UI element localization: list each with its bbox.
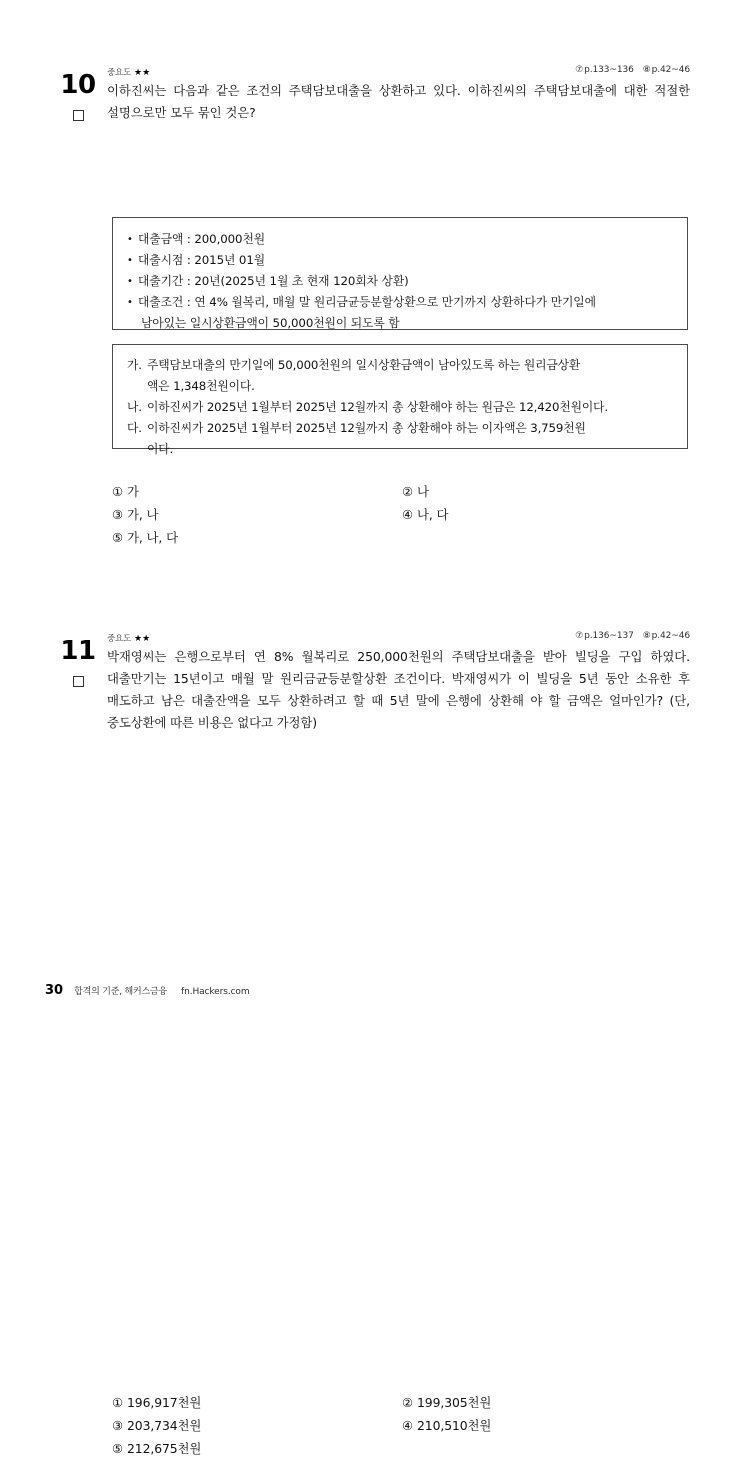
choice-number: ④	[402, 1418, 414, 1433]
loan-conditions-box	[112, 217, 688, 330]
reference-pages-2: p.42~46	[651, 631, 690, 641]
condition-item	[127, 292, 673, 334]
choice-text: 나, 다	[417, 507, 449, 522]
reference-pages-2: p.42~46	[651, 65, 690, 75]
statement-text-cont: 이다.	[147, 442, 174, 456]
page-number: 30	[45, 983, 64, 998]
stem-line-4: 야 할 금액은 얼마인가? (단, 중도상환에 따른 비용은 없다고 가정함)	[107, 693, 690, 730]
choice-number: ③	[112, 1418, 124, 1433]
reference-chip-1: ⑦	[575, 631, 584, 641]
question-checkbox[interactable]	[53, 676, 103, 687]
choice-option-2[interactable]	[402, 480, 692, 503]
choice-option-2[interactable]	[402, 1391, 692, 1414]
footer-url: fn.Hackers.com	[181, 987, 250, 997]
importance-label: 중요도	[107, 68, 132, 78]
stem-line-1: 박재영씨는 은행으로부터 연 8% 월복리로 250,000천원의 주택담보대출을 받아 빌딩을 구입	[107, 649, 643, 664]
stem-line-2: 하였다. 대출만기는 15년이고 매월 말 원리금균등분할상환 조건이다. 박재영씨가 이 빌딩을	[107, 649, 690, 686]
question-number: 10	[60, 70, 96, 100]
statement-marker: 나.	[127, 400, 142, 414]
stem-line-3: 5년 동안 소유한 후 매도하고 남은 대출잔액을 모두 상환하려고 할 때 5년 말에 은행에 상환해	[107, 671, 690, 708]
reference-chip-1: ⑦	[575, 65, 584, 75]
condition-item	[127, 250, 673, 271]
reference-pages-1: p.136~137	[584, 631, 634, 641]
choice-option-3[interactable]	[112, 503, 402, 526]
statement-marker: 가.	[127, 358, 142, 372]
condition-item	[127, 229, 673, 250]
choice-option-5[interactable]	[112, 1437, 402, 1460]
condition-text-cont: 남아있는 일시상환금액이 50,000천원이 되도록 함	[141, 316, 400, 330]
choice-text: 가, 나	[127, 507, 159, 522]
statement-text: 이하진씨가 2025년 1월부터 2025년 12월까지 총 상환해야 하는 이자액은 3,759천원	[147, 421, 586, 435]
reference-line	[575, 65, 690, 75]
choice-number: ②	[402, 484, 414, 499]
statement-text-cont: 액은 1,348천원이다.	[147, 379, 255, 393]
choice-number: ③	[112, 507, 124, 522]
question-number: 11	[60, 636, 96, 666]
question-checkbox[interactable]	[53, 110, 103, 121]
reference-chip-2: ⑧	[642, 631, 651, 641]
choice-text: 196,917천원	[127, 1395, 202, 1410]
footer-brand: 합격의 기준, 해커스금융	[74, 987, 168, 997]
statements-box	[112, 344, 688, 456]
condition-text: 대출조건 : 연 4% 월복리, 매월 말 원리금균등분할상환으로 만기까지 상환하다가 만기일에	[138, 295, 596, 309]
statement-item	[127, 355, 673, 397]
statement-item	[127, 397, 673, 418]
choice-text: 가	[127, 484, 139, 499]
choice-option-4[interactable]	[402, 503, 692, 526]
condition-text: 대출기간 : 20년(2025년 1월 초 현재 120회차 상환)	[138, 274, 409, 288]
importance-stars: ★★	[134, 634, 151, 644]
importance-meta	[107, 66, 150, 78]
choice-text: 199,305천원	[417, 1395, 492, 1410]
choice-option-1[interactable]	[112, 1391, 402, 1414]
choice-number: ②	[402, 1395, 414, 1410]
question-stem	[107, 80, 690, 124]
checkbox-square[interactable]	[73, 110, 84, 121]
condition-text: 대출시점 : 2015년 01월	[138, 253, 266, 267]
choice-option-3[interactable]	[112, 1414, 402, 1437]
condition-item	[127, 271, 673, 292]
stem-line-1: 이하진씨는 다음과 같은 조건의 주택담보대출을 상환하고 있다. 이하진씨의 주택담보대출에	[107, 83, 617, 98]
question-stem	[107, 646, 690, 734]
answer-choices	[112, 480, 692, 549]
choice-text: 212,675천원	[127, 1441, 202, 1456]
statement-text: 주택담보대출의 만기일에 50,000천원의 일시상환금액이 남아있도록 하는 원리금상환	[147, 358, 581, 372]
choice-number: ④	[402, 507, 414, 522]
stem-line-2: 대한 적절한 설명으로만 모두 묶인 것은?	[107, 83, 691, 120]
statement-marker: 다.	[127, 421, 142, 435]
reference-pages-1: p.133~136	[584, 65, 634, 75]
choice-number: ⑤	[112, 530, 124, 545]
choice-number: ⑤	[112, 1441, 124, 1456]
reference-line	[575, 631, 690, 641]
choice-text: 203,734천원	[127, 1418, 202, 1433]
importance-label: 중요도	[107, 634, 132, 644]
choice-text: 나	[417, 484, 429, 499]
choice-text: 210,510천원	[417, 1418, 492, 1433]
importance-meta	[107, 632, 150, 644]
choice-text: 가, 나, 다	[127, 530, 178, 545]
importance-stars: ★★	[134, 68, 151, 78]
answer-choices	[112, 1391, 692, 1460]
checkbox-square[interactable]	[73, 676, 84, 687]
choice-option-5[interactable]	[112, 526, 402, 549]
page-footer	[45, 983, 250, 998]
reference-chip-2: ⑧	[642, 65, 651, 75]
choice-option-1[interactable]	[112, 480, 402, 503]
statement-text: 이하진씨가 2025년 1월부터 2025년 12월까지 총 상환해야 하는 원금은 12,420천원이다.	[147, 400, 608, 414]
condition-text: 대출금액 : 200,000천원	[138, 232, 266, 246]
choice-number: ①	[112, 1395, 124, 1410]
choice-option-4[interactable]	[402, 1414, 692, 1437]
choice-number: ①	[112, 484, 124, 499]
statement-item	[127, 418, 673, 460]
